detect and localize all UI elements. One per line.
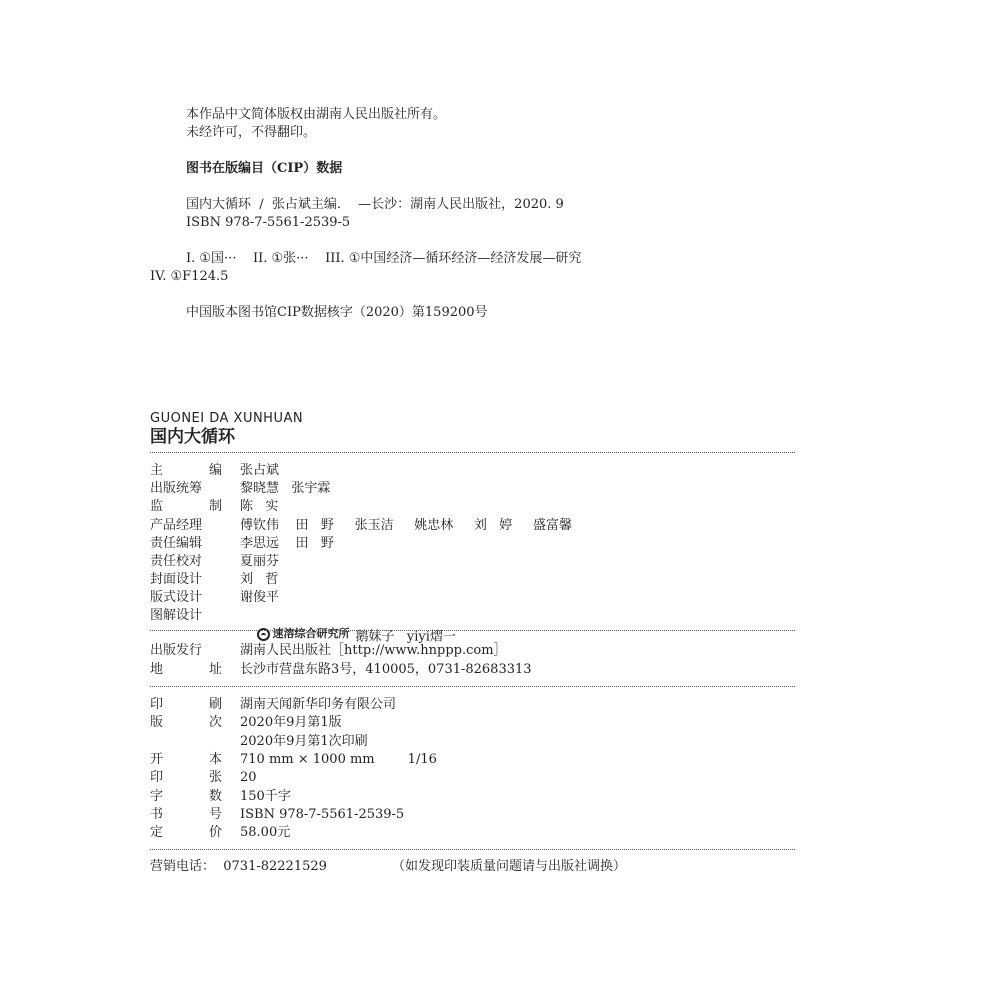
illustration-row <box>150 607 456 645</box>
info-row <box>150 642 507 660</box>
info-row <box>150 661 532 679</box>
info-row <box>150 571 278 589</box>
info-value: 黎晓慧 张宇霖 <box>240 481 331 497</box>
info-row <box>150 751 437 769</box>
cip-line-3: I. ①国··· II. ①张··· III. ①中国经济—循环经济—经济发展—研究 <box>186 251 582 266</box>
cip-heading: 图书在版编目（CIP）数据 <box>186 161 343 176</box>
info-value: 长沙市营盘东路3号，410005，0731-82683313 <box>240 661 532 677</box>
quality-note: （如发现印装质量问题请与出版社调换） <box>392 859 627 874</box>
info-value: ISBN 978-7-5561-2539-5 <box>240 806 405 822</box>
info-value: 150千字 <box>240 788 291 804</box>
cip-line-5: 中国版本图书馆CIP数据核字（2020）第159200号 <box>186 305 488 320</box>
info-value: 刘 哲 <box>240 572 279 588</box>
info-row <box>150 498 278 516</box>
info-row <box>150 462 279 480</box>
info-value: 傅钦伟 田 野 张玉洁 姚忠林 刘 婷 盛富馨 <box>240 517 572 533</box>
info-label: 印 刷 <box>150 697 222 712</box>
info-row <box>150 788 291 806</box>
info-label: 定 价 <box>150 825 222 841</box>
illustration-label: 图解设计 <box>150 608 203 623</box>
info-label: 印 张 <box>150 770 222 786</box>
marketing-phone: 营销电话： 0731-82221529 <box>150 859 327 874</box>
info-row <box>150 769 257 787</box>
info-label: 产品经理 <box>150 517 203 533</box>
info-label: 主 编 <box>150 463 222 478</box>
divider <box>150 452 795 453</box>
cip-line-2: ISBN 978-7-5561-2539-5 <box>186 215 351 230</box>
info-value: 710 mm × 1000 mm 1/16 <box>240 751 437 767</box>
info-value: 2020年9月第1版 <box>240 715 342 731</box>
book-title-pinyin: GUONEI DA XUNHUAN <box>150 411 304 426</box>
info-row <box>150 824 290 842</box>
info-value: 张占斌 <box>240 463 280 478</box>
info-row <box>150 733 368 751</box>
copyright-line-1: 本作品中文简体版权由湖南人民出版社所有。 <box>186 107 447 122</box>
info-label: 开 本 <box>150 751 222 767</box>
info-label: 出版统筹 <box>150 481 203 497</box>
info-label: 字 数 <box>150 788 222 804</box>
divider <box>150 849 795 850</box>
info-label: 地 址 <box>150 661 222 677</box>
cip-line-4: IV. ①F124.5 <box>150 269 229 284</box>
cip-line-1: 国内大循环 / 张占斌主编． —长沙：湖南人民出版社，2020. 9 <box>186 197 564 212</box>
info-label: 版式设计 <box>150 590 203 606</box>
info-value: 谢俊平 <box>240 590 280 606</box>
copyright-line-2: 未经许可，不得翻印。 <box>186 125 317 140</box>
info-value: 2020年9月第1次印刷 <box>240 733 368 749</box>
info-value: 陈 实 <box>240 499 279 515</box>
info-row <box>150 480 330 498</box>
info-value: 湖南天闻新华印务有限公司 <box>240 697 397 712</box>
info-value: 夏丽芬 <box>240 554 280 569</box>
info-row <box>150 806 404 824</box>
info-row <box>150 553 279 571</box>
info-label: 监 制 <box>150 499 222 515</box>
info-row <box>150 696 396 714</box>
info-value: 58.00元 <box>240 825 291 841</box>
divider <box>150 630 795 631</box>
book-title: 国内大循环 <box>150 427 235 447</box>
info-label: 责任编辑 <box>150 535 203 551</box>
info-label: 书 号 <box>150 806 222 822</box>
info-row <box>150 535 334 553</box>
illustration-value: 速溶综合研究所 鹅妹子 yiyi熠一 <box>240 607 456 625</box>
info-label: 封面设计 <box>150 572 203 588</box>
info-value: 湖南人民出版社［http://www.hnppp.com］ <box>240 643 507 658</box>
info-value: 20 <box>240 770 257 786</box>
info-row <box>150 589 279 607</box>
info-row <box>150 714 342 732</box>
info-label: 出版发行 <box>150 643 203 658</box>
info-row <box>150 517 572 535</box>
info-label: 版 次 <box>150 715 222 731</box>
institute-logo: 速溶综合研究所 <box>257 625 350 643</box>
info-label: 责任校对 <box>150 554 203 569</box>
divider <box>150 686 795 687</box>
info-label <box>150 733 222 751</box>
info-value: 李思远 田 野 <box>240 535 334 551</box>
